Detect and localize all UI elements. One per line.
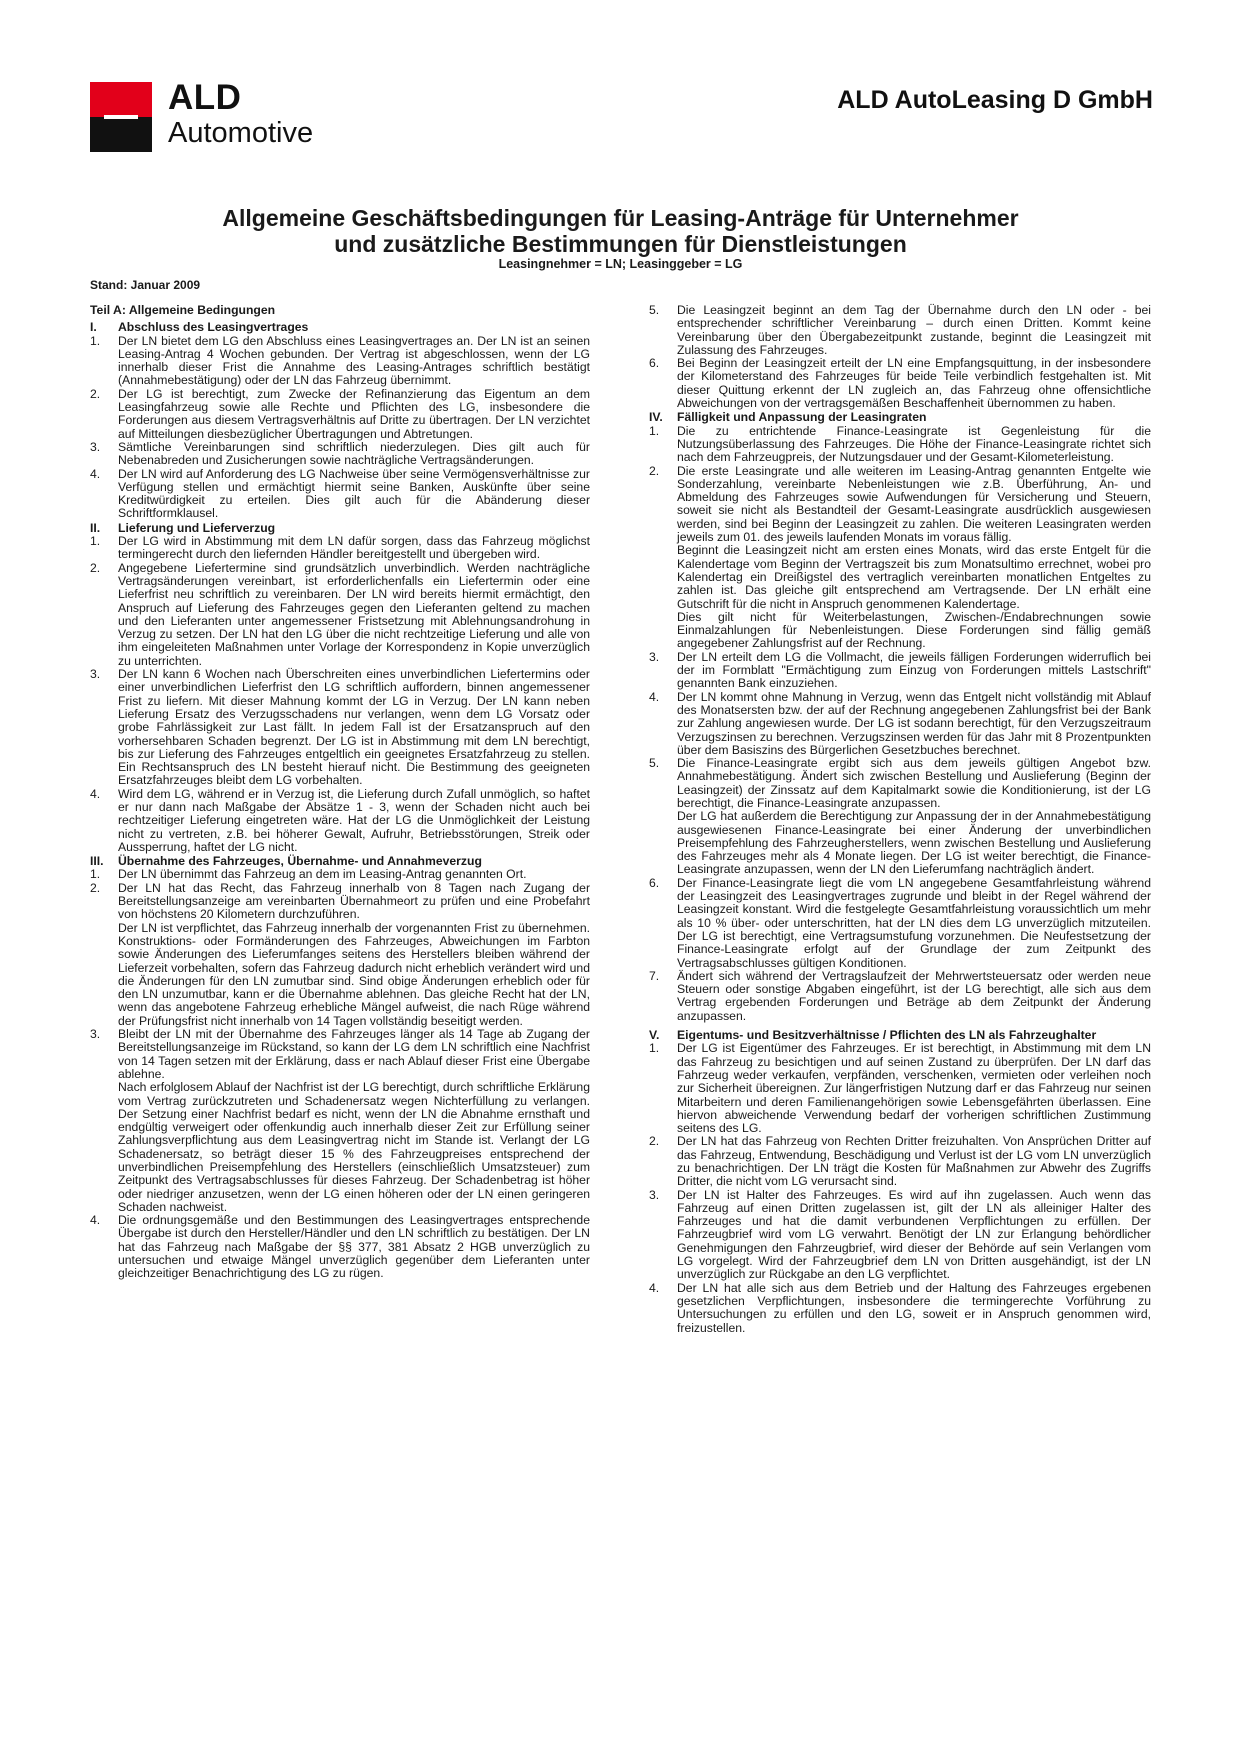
left-column — [90, 304, 590, 1281]
section-heading: IV. Fälligkeit und Anpassung der Leasingraten — [649, 410, 927, 425]
clause: 4. Der LN kommt ohne Mahnung in Verzug, wenn das Entgelt nicht vollständig mit Ablauf des Monatsersten bzw. der auf der Rechnung angegebenen Zahlungsfrist bei der Bank zur Zahlung angewiesen wurde. Der LG ist sodann berechtigt, für den Verzugszeitraum Verzugszinsen zu berechnen. Verzugszinsen werden für das Jahr mit 8 Prozentpunkten über dem Basiszins des Bürgerlichen Gesetzbuches berechnet. — [649, 689, 1151, 757]
part-heading: Teil A: Allgemeine Bedingungen — [90, 303, 276, 317]
clause: 2. Angegebene Liefertermine sind grundsätzlich unverbindlich. Werden nachträgliche Vertragsänderungen vereinbart, ist erforderlichenfalls ein Liefertermin oder eine Lieferfrist neu schriftlich zu vereinbaren. Der LN wird bereits hiermit ermächtigt, den Anspruch auf Lieferung des Fahrzeuges gegen den Lieferanten geltend zu machen und den Lieferanten unter angemessener Fristsetzung mit Ablehnungsandrohung in Verzug zu setzen. Der LN hat den LG über die nicht rechtzeitige Lieferung und alle von ihm eingeleiteten Maßnahmen unter Vorlage der Korrespondenz in Kopie unverzüglich zu unterrichten. — [90, 560, 590, 668]
clause: 3. Der LN kann 6 Wochen nach Überschreiten eines unverbindlichen Liefertermins oder einer unverbindlichen Lieferfrist den LG schriftlich auffordern, binnen angemessener Frist zu liefern. Mit dieser Mahnung kommt der LG in Verzug. Der LN kann neben Lieferung Ersatz des Verzugsschadens nur verlangen, wenn dem LG Vorsatz oder grobe Fahrlässigkeit zur Last fällt. In jedem Fall ist der Ersatzanspruch auf den vorhersehbaren Schaden begrenzt. Der LG ist in Abstimmung mit dem LN berechtigt, bis zur Lieferung des Fahrzeuges entgeltlich ein geeignetes Ersatzfahrzeug zu stellen. Ein Rechtsanspruch des LN besteht hierauf nicht. Die Bestimmung des geeigneten Ersatzfahrzeuges bleibt dem LG vorbehalten. — [90, 667, 590, 788]
clause: 6. Der Finance-Leasingrate liegt die vom LN angegebene Gesamtfahrleistung während der Leasingzeit des Leasingvertrages zugrunde und bleibt in der Regel während der Leasingzeit konstant. Wird die festgelegte Gesamtfahrleistung voraussichtlich um mehr als 10 % über- oder unterschritten, hat der LN dies dem LG unverzüglich mitzuteilen. Der LG ist berechtigt, eine Vertragsumstufung vorzunehmen. Die Neufestsetzung der Finance-Leasingrate erfolgt auf der Grundlage der zum Zeitpunkt des Vertragsabschlusses gültigen Konditionen. — [649, 875, 1151, 970]
clause: 4. Der LN hat alle sich aus dem Betrieb und der Haltung des Fahrzeuges ergebenen gesetzlichen Verpflichtungen, insbesondere die termingerechte Vorführung zu Untersuchungen zu erfüllen und den LG, soweit er in Anspruch genommen wird, freizustellen. — [649, 1280, 1151, 1335]
clause: 7. Ändert sich während der Vertragslaufzeit der Mehrwertsteuersatz oder werden neue Steuern oder sonstige Abgaben eingeführt, ist der LG berechtigt, alle sich aus dem Vertrag ergebenden Forderungen und Beträge ab dem Zeitpunkt der Änderung anzupassen. — [649, 968, 1151, 1023]
company-name: ALD AutoLeasing D GmbH — [837, 86, 1153, 114]
clause: 2. Der LN hat das Fahrzeug von Rechten Dritter freizuhalten. Von Ansprüchen Dritter auf das Fahrzeug, Entwendung, Beschädigung und Verlust ist der LG vom LN unverzüglich zu benachrichtigen. Der LN trägt die Kosten für Maßnahmen zur Abwehr des Zugriffs Dritter, die nicht vom LG verursacht sind. — [649, 1134, 1151, 1189]
section-heading: I. Abschluss des Leasingvertrages — [90, 320, 309, 335]
logo-mark-icon — [90, 82, 152, 152]
title-line-2: und zusätzliche Bestimmungen für Dienstleistungen — [334, 231, 907, 257]
clause: 3. Der LN erteilt dem LG die Vollmacht, die jeweils fälligen Forderungen widerruflich bei der im Formblatt "Ermächtigung zum Einzug von Forderungen mittels Lastschrift" genannten Bank einzuziehen. — [649, 649, 1151, 691]
document-date: Stand: Januar 2009 — [90, 278, 201, 292]
clause: 6. Bei Beginn der Leasingzeit erteilt der LN eine Empfangsquittung, in der insbesondere der Kilometerstand des Fahrzeuges für beide Teile verbindlich festgehalten ist. Mit dieser Quittung erkennt der LN zugleich an, das Fahrzeug ohne offensichtliche Abweichungen von der vertragsgemäßen Beschaffenheit übernommen zu haben. — [649, 356, 1151, 411]
section-heading: III. Übernahme des Fahrzeuges, Übernahme- und Annahmeverzug — [90, 854, 482, 869]
clause: 1. Der LG ist Eigentümer des Fahrzeuges. Er ist berechtigt, in Abstimmung mit dem LN das Fahrzeug zu besichtigen und auf seinen Zustand zu überprüfen. Der LN darf das Fahrzeug weder verkaufen, verpfänden, verschenken, vermieten oder verleihen noch zur Sicherheit übereignen. Zur längerfristigen Nutzung darf er das Fahrzeug nur seinen Mitarbeitern und deren Familienangehörigen sowie Lebensgefährten überlassen. Eine hiervon abweichende Verwendung bedarf der vorherigen schriftlichen Zustimmung seitens des LG. — [649, 1041, 1151, 1136]
section-heading: V. Eigentums- und Besitzverhältnisse / Pflichten des LN als Fahrzeughalter — [649, 1028, 1097, 1043]
section-heading: II. Lieferung und Lieferverzug — [90, 520, 276, 535]
clause: 3. Sämtliche Vereinbarungen sind schriftlich niederzulegen. Dies gilt auch für Nebenabreden und Zusicherungen sowie nachträgliche Vertragsänderungen. — [90, 439, 590, 468]
clause: 4. Der LN wird auf Anforderung des LG Nachweise über seine Vermögensverhältnisse zur Verfügung stellen und ermächtigt hiermit seine Banken, Auskünfte über seine Kreditwürdigkeit zu erteilen. Dies gilt auch für die Abänderung dieser Schriftformklausel. — [90, 466, 590, 521]
clause: 2. Der LN hat das Recht, das Fahrzeug innerhalb von 8 Tagen nach Zugang der Bereitstellungsanzeige am vereinbarten Übernahmeort zu prüfen und eine Probefahrt von höchstens 20 Kilometern durchzuführen. Der LN ist verpflichtet, das Fahrzeug innerhalb der vorgenannten Frist zu übernehmen. Konstruktions- oder Formänderungen des Fahrzeuges, Abweichungen im Farbton sowie Änderungen des Lieferumfanges seitens des Herstellers bleiben während der Lieferzeit vorbehalten, sofern das Fahrzeug dadurch nicht erheblich verändert wird und die Änderungen für den LN zumutbar sind. Sind obige Änderungen erheblich oder für den LN unzumutbar, kann er die Übernahme ablehnen. Das gleiche Recht hat der LN, wenn das angebotene Fahrzeug erhebliche Mängel aufweist, die nach Rüge während der Prüfungsfrist nicht innerhalb von 14 Tagen vollständig beseitigt werden. — [90, 880, 590, 1028]
clause: 4. Wird dem LG, während er in Verzug ist, die Lieferung durch Zufall unmöglich, so haftet er nur dann nach Maßgabe der Absätze 1 - 3, wenn der Schaden nicht auch bei rechtzeitiger Lieferung eingetreten wäre. Hat der LG die Unmöglichkeit der Leistung nicht zu vertreten, z.B. bei höherer Gewalt, Aufruhr, Betriebsstörungen, Streik oder Aussperrung, haftet der LG nicht. — [90, 786, 590, 854]
clause: 1. Der LG wird in Abstimmung mit dem LN dafür sorgen, dass das Fahrzeug möglichst termingerecht durch den liefernden Händler bereitgestellt und übergeben wird. — [90, 534, 590, 562]
clause: 5. Die Finance-Leasingrate ergibt sich aus dem jeweils gültigen Angebot bzw. Annahmebestätigung. Ändert sich zwischen Bestellung und Auslieferung (Beginn der Leasingzeit) der Zinssatz auf dem Kapitalmarkt sowie die Konditionierung, ist der LG berechtigt, die Finance-Leasingrate anzupassen. Der LG hat außerdem die Berechtigung zur Anpassung der in der Annahmebestätigung ausgewiesenen Finance-Leasingrate bei einer Änderung der unverbindlichen Preisempfehlung des Fahrzeugherstellers, wenn zwischen Bestellung und Auslieferung des Fahrzeuges mehr als 4 Monate liegen. Der LG ist weiter berechtigt, die Finance-Leasingrate anzupassen, wenn der LN den Lieferumfang nachträglich ändert. — [649, 756, 1151, 877]
logo-text-automotive: Automotive — [168, 117, 314, 149]
clause: 3. Der LN ist Halter des Fahrzeuges. Es wird auf ihn zugelassen. Auch wenn das Fahrzeug auf einen Dritten zugelassen ist, gilt der LN als alleiniger Halter des Fahrzeuges und hat die damit verbundenen Verpflichtungen zu erfüllen. Der Fahrzeugbrief wird vom LG verwahrt. Benötigt der LN zur Erlangung behördlicher Genehmigungen den Fahrzeugbrief, wird dieser der Behörde auf sein Verlangen vom LG vorgelegt. Wird der Fahrzeugbrief dem LN von Dritten ausgehändigt, ist der LN unverzüglich zur Rückgabe an den LG verpflichtet. — [649, 1187, 1151, 1282]
clause: 1. Der LN übernimmt das Fahrzeug an dem im Leasing-Antrag genannten Ort. — [90, 867, 527, 882]
clause: 3. Bleibt der LN mit der Übernahme des Fahrzeuges länger als 14 Tage ab Zugang der Bereitstellungsanzeige im Rückstand, so kann der LG dem LN schriftlich eine Nachfrist von 14 Tagen setzen mit der Erklärung, dass er nach Ablauf dieser Frist eine Übergabe ablehne. Nach erfolglosem Ablauf der Nachfrist ist der LG berechtigt, durch schriftliche Erklärung vom Vertrag zurückzutreten und Schadenersatz wegen Nichterfüllung zu verlangen. Der Setzung einer Nachfrist bedarf es nicht, wenn der LN die Abnahme ernsthaft und endgültig verweigert oder offenkundig auch innerhalb dieser Zeit zur Erfüllung seiner Zahlungsverpflichtung aus dem Leasingvertrag nicht im Stande ist. Verlangt der LG Schadenersatz, so beträgt dieser 15 % des Fahrzeugpreises entsprechend der unverbindlichen Preisempfehlung des Herstellers (einschließlich Umsatzsteuer) zum Zeitpunkt des Vertragsabschlusses für dieses Fahrzeug. Der Schadenbetrag ist höher oder niedriger anzusetzen, wenn der LG einen höheren oder der LN einen geringeren Schaden nachweist. — [90, 1027, 590, 1214]
clause: 2. Der LG ist berechtigt, zum Zwecke der Refinanzierung das Eigentum an dem Leasingfahrzeug sowie alle Rechte und Pflichten des LG, insbesondere die Forderungen aus diesem Vertragsverhältnis auf Dritte zu übertragen. Der LN verzichtet auf Mitteilungen diesbezüglicher Übertragungen und Abtretungen. — [90, 386, 590, 441]
ald-automotive-logo — [90, 78, 340, 152]
clause: 5. Die Leasingzeit beginnt an dem Tag der Übernahme durch den LN oder - bei entsprechender schriftlicher Vereinbarung – durch einen Dritten. Kommt keine Vereinbarung über den Übergabezeitpunkt zustande, beginnt die Leasingzeit mit Zulassung des Fahrzeuges. — [649, 303, 1151, 357]
clause: 2. Die erste Leasingrate und alle weiteren im Leasing-Antrag genannten Entgelte wie Sonderzahlung, vereinbarte Nebenleistungen wie z.B. Überführung, An- und Abmeldung des Fahrzeuges sowie Aufwendungen für Versicherung und Steuern, soweit sie nicht als Bestandteil der Gesamt-Leasingrate ausdrücklich ausgewiesen werden, sind bei Beginn der Leasingzeit zu zahlen. Die weiteren Leasingraten werden jeweils zum 01. des jeweils laufenden Monats im voraus fällig. Beginnt die Leasingzeit nicht am ersten eines Monats, wird das erste Entgelt für die Kalendertage vom Beginn der Vertragszeit bis zum Monatsultimo errechnet, wobei pro Kalendertag ein Dreißigstel des vertraglich vereinbarten monatlichen Entgeltes zu zahlen ist. Das gleiche gilt entsprechend am Vertragsende. Der LN erhält eine Gutschrift für die nicht in Anspruch genommenen Kalendertage. Dies gilt nicht für Weiterbelastungen, Zwischen-/Endabrechnungen sowie Einmalzahlungen für Nebenleistungen. Diese Forderungen sind fällig gemäß angegebener Zahlungsfrist auf der Rechnung. — [649, 463, 1151, 651]
clause: 4. Die ordnungsgemäße und den Bestimmungen des Leasingvertrages entsprechende Übergabe ist durch den Hersteller/Händler und den LN schriftlich zu bestätigen. Der LN hat das Fahrzeug nach Maßgabe der §§ 377, 381 Absatz 2 HGB unverzüglich zu untersuchen und etwaige Mängel unverzüglich gegenüber dem Lieferanten unter gleichzeitiger Benachrichtigung des LG zu rügen. — [90, 1213, 590, 1281]
right-column — [649, 304, 1151, 1335]
logo-text-ald: ALD — [168, 78, 242, 117]
clause: 1. Der LN bietet dem LG den Abschluss eines Leasingvertrages an. Der LN ist an seinen Leasing-Antrag 4 Wochen gebunden. Der Vertrag ist abgeschlossen, wenn der LG innerhalb dieser Frist die Annahme des Leasing-Antrages schriftlich bestätigt (Annahmebestätigung) oder der LN das Fahrzeug übernimmt. — [90, 333, 590, 388]
title-line-1: Allgemeine Geschäftsbedingungen für Leasing-Anträge für Unternehmer — [222, 205, 1019, 231]
title-subtitle: Leasingnehmer = LN; Leasinggeber = LG — [498, 257, 743, 271]
clause: 1. Die zu entrichtende Finance-Leasingrate ist Gegenleistung für die Nutzungsüberlassung des Fahrzeuges. Die Höhe der Finance-Leasingrate richtet sich nach dem Fahrzeugpreis, der Nutzungsdauer und der Gesamt-Kilometerleistung. — [649, 423, 1151, 465]
document-title — [90, 205, 1151, 271]
